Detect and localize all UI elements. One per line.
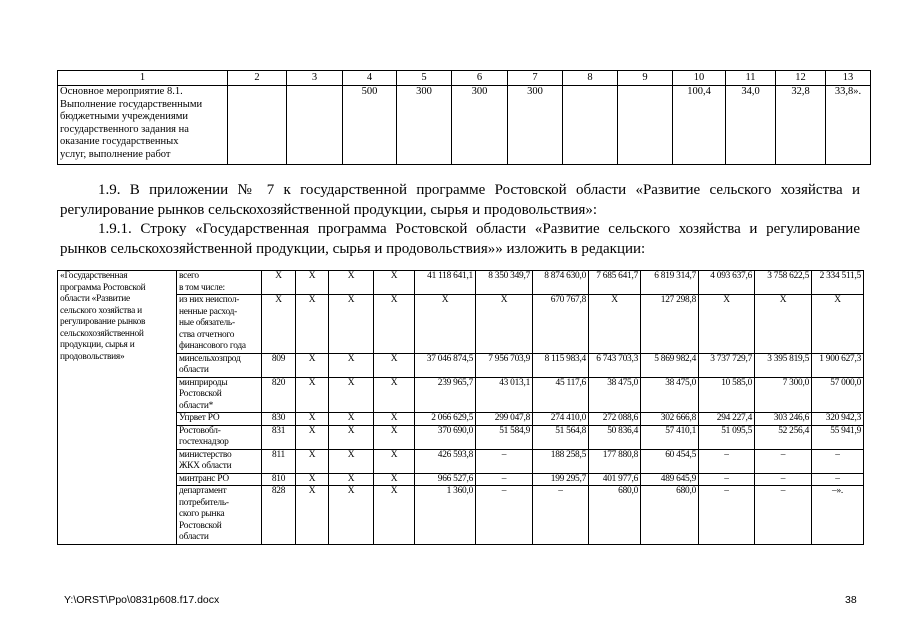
table-row <box>58 271 864 295</box>
amount-cell: 7 685 641,7 <box>589 271 641 295</box>
executor-name-line: министерство <box>179 449 232 460</box>
amount-cell: – <box>699 473 755 486</box>
value-cell: 33,8». <box>826 86 871 165</box>
amount-cell: X <box>374 413 415 426</box>
amount-cell: X <box>755 295 812 354</box>
value-cell: 300 <box>508 86 563 165</box>
amount-cell: X <box>374 425 415 449</box>
table-row <box>58 353 864 377</box>
amount-cell: 43 013,1 <box>476 377 533 413</box>
executor-name-line: из них неиспол- <box>179 295 240 305</box>
value-cell: 34,0 <box>726 86 776 165</box>
amount-cell: – <box>755 473 812 486</box>
column-number: 9 <box>618 71 673 86</box>
executor-name-cell <box>177 425 262 449</box>
amount-cell: 8 874 630,0 <box>533 271 589 295</box>
activity-name-line: услуг, выполнение работ <box>60 148 171 160</box>
executor-name-line: минсельхозпрод <box>179 353 241 364</box>
executor-name-line: потребитель- <box>179 497 229 508</box>
file-path: Y:\ORST\Ppo\0831p608.f17.docx <box>64 594 220 606</box>
amount-cell: X <box>374 449 415 473</box>
activity-name-line: оказание государственных <box>60 136 179 148</box>
executor-name-line: Ростовской <box>179 389 222 399</box>
value-cell: 300 <box>397 86 452 165</box>
amount-cell: 239 965,7 <box>415 377 476 413</box>
executor-name-cell <box>177 486 262 545</box>
table-row <box>58 473 864 486</box>
table-continuation <box>57 70 871 165</box>
amount-cell: 51 584,9 <box>476 425 533 449</box>
amount-cell: 303 246,6 <box>755 413 812 426</box>
amount-cell: 680,0 <box>641 486 699 545</box>
table-row <box>58 449 864 473</box>
amount-cell: – <box>476 473 533 486</box>
amount-cell: – <box>812 473 864 486</box>
code-cell: 820 <box>262 377 296 413</box>
executor-name-line: ненные расход- <box>179 306 238 317</box>
amount-cell: 299 047,8 <box>476 413 533 426</box>
amount-cell: 670 767,8 <box>533 295 589 354</box>
value-cell <box>287 86 343 165</box>
column-number: 2 <box>228 71 287 86</box>
executor-name-line: области <box>179 365 209 375</box>
code-cell: 831 <box>262 425 296 449</box>
amount-cell: X <box>329 425 374 449</box>
executor-name-cell <box>177 413 262 426</box>
activity-name-line: бюджетными учреждениями <box>60 111 188 123</box>
activity-name-line: Выполнение государственными <box>60 98 203 110</box>
amount-cell: 8 350 349,7 <box>476 271 533 295</box>
column-number: 11 <box>726 71 776 86</box>
amount-cell: 177 880,8 <box>589 449 641 473</box>
amount-cell: 401 977,6 <box>589 473 641 486</box>
executor-name-line: ского рынка <box>179 509 225 519</box>
executor-name-line: минприроды <box>179 377 228 388</box>
column-number: 7 <box>508 71 563 86</box>
executor-name-line: всего <box>179 271 199 281</box>
table-row <box>58 425 864 449</box>
value-cell: 300 <box>452 86 508 165</box>
amount-cell: 294 227,4 <box>699 413 755 426</box>
paragraph-1-9-1: 1.9.1. Строку «Государственная программа Ростовской области «Развитие сельского хозяйства и регулирование рынков сельскохозяйственной продукции, сырья и продовольствия»» изложить в редакции: <box>60 221 860 257</box>
executor-name-line: ЖКХ области <box>179 461 232 471</box>
executor-name-line: в том числе: <box>179 282 225 293</box>
executor-name-cell <box>177 449 262 473</box>
code-cell: 810 <box>262 473 296 486</box>
program-name-line: регулирование рынков <box>60 317 146 327</box>
value-cell: 500 <box>343 86 397 165</box>
amount-cell: X <box>374 271 415 295</box>
amount-cell: X <box>699 295 755 354</box>
column-number: 5 <box>397 71 452 86</box>
amount-cell: 3 758 622,5 <box>755 271 812 295</box>
value-cell: 100,4 <box>673 86 726 165</box>
amount-cell: 188 258,5 <box>533 449 589 473</box>
amount-cell: 370 690,0 <box>415 425 476 449</box>
amount-cell: 272 088,6 <box>589 413 641 426</box>
amount-cell: 3 737 729,7 <box>699 353 755 377</box>
amount-cell: 51 095,5 <box>699 425 755 449</box>
program-name-cell <box>58 271 177 545</box>
executor-name-cell <box>177 295 262 354</box>
value-cell <box>228 86 287 165</box>
amount-cell: 1 900 627,3 <box>812 353 864 377</box>
amount-cell: 8 115 983,4 <box>533 353 589 377</box>
program-name-line: сельского хозяйства и <box>60 305 142 316</box>
activity-name-cell <box>58 86 228 165</box>
amount-cell: 4 093 637,6 <box>699 271 755 295</box>
amount-cell: X <box>329 377 374 413</box>
amount-cell: 5 869 982,4 <box>641 353 699 377</box>
amount-cell: 426 593,8 <box>415 449 476 473</box>
executor-name-line: ства отчетного <box>179 329 235 340</box>
table-row <box>58 413 864 426</box>
amount-cell: 52 256,4 <box>755 425 812 449</box>
amount-cell: X <box>374 473 415 486</box>
executor-name-line: гостехнадзор <box>179 437 229 447</box>
amount-cell: X <box>329 271 374 295</box>
value-cell: 32,8 <box>776 86 826 165</box>
amount-cell: 45 117,6 <box>533 377 589 413</box>
amount-cell: X <box>296 353 329 377</box>
amount-cell: 680,0 <box>589 486 641 545</box>
paragraph-1-9: 1.9. В приложении № 7 к государственной программе Ростовской области «Развитие сельского хозяйства и регулирование рынков сельскохозяйственной продукции, сырья и продовольствия»: <box>60 182 860 218</box>
amount-cell: X <box>296 425 329 449</box>
executor-name-line: минтранс РО <box>179 473 229 484</box>
amount-cell: – <box>476 449 533 473</box>
table-row <box>58 377 864 413</box>
amount-cell: – <box>812 449 864 473</box>
table-row <box>58 295 864 354</box>
amount-cell: 489 645,9 <box>641 473 699 486</box>
code-cell: X <box>262 295 296 354</box>
column-number: 6 <box>452 71 508 86</box>
amount-cell: 320 942,3 <box>812 413 864 426</box>
amount-cell: 50 836,4 <box>589 425 641 449</box>
page-number: 38 <box>845 594 857 606</box>
amount-cell: X <box>329 413 374 426</box>
code-cell: 811 <box>262 449 296 473</box>
program-name-line: «Государственная <box>60 271 128 281</box>
amount-cell: – <box>755 449 812 473</box>
table-row <box>58 86 871 165</box>
column-number: 13 <box>826 71 871 86</box>
amount-cell: X <box>296 271 329 295</box>
amount-cell: 38 475,0 <box>641 377 699 413</box>
amount-cell: 1 360,0 <box>415 486 476 545</box>
executor-name-line: финансового года <box>179 341 246 351</box>
column-number: 3 <box>287 71 343 86</box>
amount-cell: X <box>329 449 374 473</box>
amount-cell: 6 819 314,7 <box>641 271 699 295</box>
amount-cell: X <box>296 413 329 426</box>
activity-name-line: Основное мероприятие 8.1. <box>60 86 183 97</box>
amount-cell: 37 046 874,5 <box>415 353 476 377</box>
amount-cell: X <box>476 295 533 354</box>
amount-cell: X <box>296 377 329 413</box>
amount-cell: 57 410,1 <box>641 425 699 449</box>
executor-name-cell <box>177 473 262 486</box>
program-name-line: области «Развитие <box>60 294 130 304</box>
amount-cell: X <box>329 486 374 545</box>
activity-name-line: государственного задания на <box>60 123 189 135</box>
amount-cell: – <box>533 486 589 545</box>
amount-cell: X <box>296 449 329 473</box>
amount-cell: X <box>589 295 641 354</box>
amount-cell: 38 475,0 <box>589 377 641 413</box>
executor-name-line: области <box>179 532 209 542</box>
amount-cell: X <box>374 353 415 377</box>
amount-cell: – <box>476 486 533 545</box>
amount-cell: 41 118 641,1 <box>415 271 476 295</box>
amount-cell: X <box>374 486 415 545</box>
executor-name-line: Ростовобл- <box>179 425 221 436</box>
amount-cell: – <box>699 449 755 473</box>
code-cell: 830 <box>262 413 296 426</box>
executor-name-cell <box>177 377 262 413</box>
amount-cell: X <box>296 486 329 545</box>
value-cell <box>618 86 673 165</box>
code-cell: 809 <box>262 353 296 377</box>
amount-cell: 2 334 511,5 <box>812 271 864 295</box>
program-name-line: продукции, сырья и <box>60 340 135 350</box>
amount-cell: 60 454,5 <box>641 449 699 473</box>
amount-cell: 7 956 703,9 <box>476 353 533 377</box>
column-number: 10 <box>673 71 726 86</box>
amount-cell: 7 300,0 <box>755 377 812 413</box>
amount-cell: 51 564,8 <box>533 425 589 449</box>
amount-cell: 6 743 703,3 <box>589 353 641 377</box>
amount-cell: X <box>329 353 374 377</box>
amount-cell: X <box>296 295 329 354</box>
column-number: 1 <box>58 71 228 86</box>
executor-name-line: области* <box>179 400 214 411</box>
amount-cell: X <box>329 473 374 486</box>
code-cell: X <box>262 271 296 295</box>
table-row <box>58 486 864 545</box>
amount-cell: X <box>415 295 476 354</box>
amount-cell: –». <box>812 486 864 545</box>
program-financing-table <box>57 270 864 545</box>
amount-cell: – <box>699 486 755 545</box>
executor-name-line: департамент <box>179 486 227 496</box>
amount-cell: X <box>374 295 415 354</box>
program-name-line: сельскохозяйственной <box>60 328 144 339</box>
value-cell <box>563 86 618 165</box>
amount-cell: 199 295,7 <box>533 473 589 486</box>
amount-cell: 3 395 819,5 <box>755 353 812 377</box>
amount-cell: 127 298,8 <box>641 295 699 354</box>
table-header-row <box>58 71 871 86</box>
program-name-line: программа Ростовской <box>60 282 146 293</box>
column-number: 4 <box>343 71 397 86</box>
executor-name-line: Упрвет РО <box>179 413 220 423</box>
amount-cell: 966 527,6 <box>415 473 476 486</box>
amount-cell: X <box>329 295 374 354</box>
executor-name-line: ные обязатель- <box>179 318 235 328</box>
amount-cell: 302 666,8 <box>641 413 699 426</box>
executor-name-cell <box>177 271 262 295</box>
executor-name-line: Ростовской <box>179 520 222 531</box>
amount-cell: – <box>755 486 812 545</box>
amount-cell: X <box>812 295 864 354</box>
amount-cell: 2 066 629,5 <box>415 413 476 426</box>
executor-name-cell <box>177 353 262 377</box>
amount-cell: X <box>296 473 329 486</box>
column-number: 8 <box>563 71 618 86</box>
amount-cell: X <box>374 377 415 413</box>
amount-cell: 10 585,0 <box>699 377 755 413</box>
column-number: 12 <box>776 71 826 86</box>
amount-cell: 57 000,0 <box>812 377 864 413</box>
amount-cell: 55 941,9 <box>812 425 864 449</box>
amount-cell: 274 410,0 <box>533 413 589 426</box>
code-cell: 828 <box>262 486 296 545</box>
program-name-line: продовольствия» <box>60 351 125 362</box>
